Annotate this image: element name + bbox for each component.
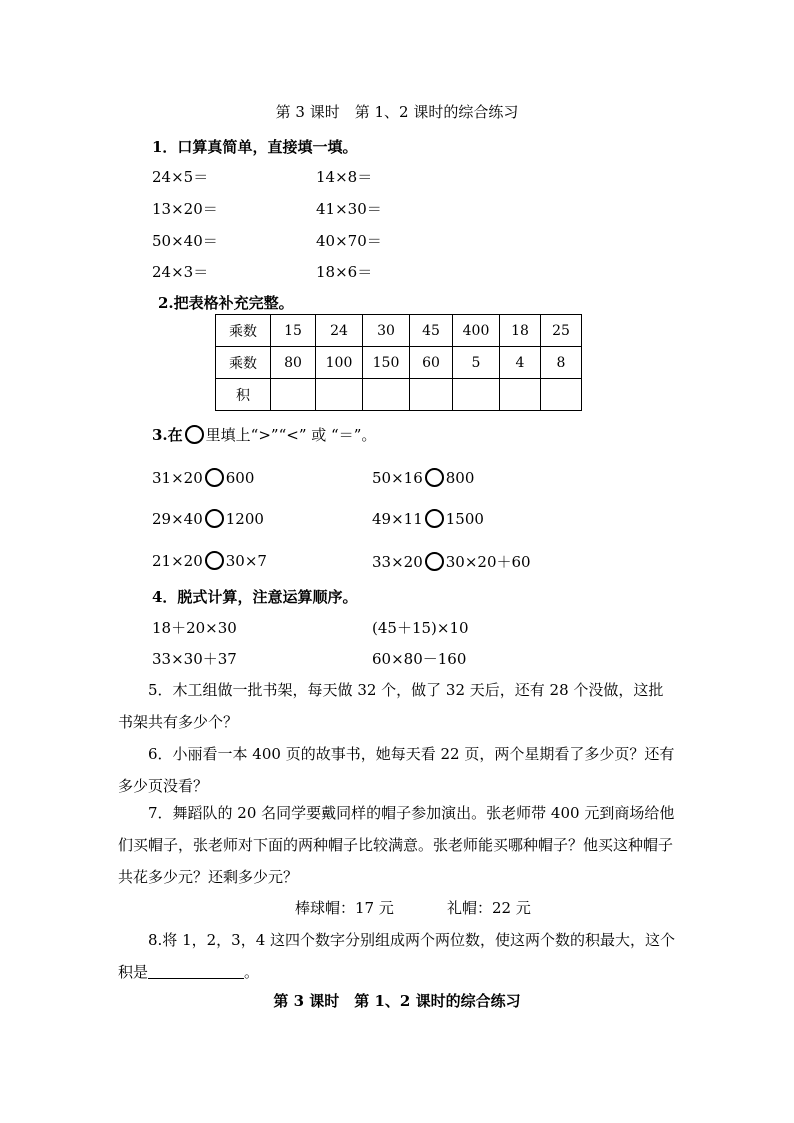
q1-item: 13×20＝ [152,200,218,218]
compare-item: 29×40 1200 [152,510,264,528]
multiplication-table [215,314,582,411]
answer-cell[interactable] [363,379,410,411]
q4-heading: 4．脱式计算，注意运算顺序。 [152,588,358,606]
table-cell: 45 [410,315,453,347]
compare-circle[interactable] [205,551,224,570]
q8-text: 8.将 1，2，3，4 这四个数字分别组成两个两位数，使这两个数的积最大，这个积是 。 [118,931,676,981]
answer-cell[interactable] [271,379,316,411]
compare-item: 21×20 30×7 [152,552,267,570]
q1-item: 50×40＝ [152,232,218,250]
q1-item: 14×8＝ [316,168,373,186]
circle-icon [185,425,204,444]
table-cell: 4 [500,347,541,379]
compare-circle[interactable] [425,468,444,487]
table-cell: 18 [500,315,541,347]
q3-heading [152,424,376,445]
compare-item: 49×11 1500 [372,510,484,528]
compare-item: 33×20 30×20＋60 [372,553,531,571]
compare-item: 50×16 800 [372,469,475,487]
calc-item: (45＋15)×10 [372,619,469,637]
q3-heading-pre: 3.在 [152,426,183,444]
calc-item: 33×30＋37 [152,650,237,668]
q7-text: 7．舞蹈队的 20 名同学要戴同样的帽子参加演出。张老师带 400 元到商场给他们买帽子，张老师对下面的两种帽子比较满意。张老师能买哪种帽子？他买这种帽子共花多少元？还剩多少元？ [118,804,675,886]
table-cell: 15 [271,315,316,347]
calc-item: 18＋20×30 [152,619,237,637]
answer-cell[interactable] [316,379,363,411]
q1-item: 24×5＝ [152,168,209,186]
table-cell: 80 [271,347,316,379]
q6-text: 6．小丽看一本 400 页的故事书，她每天看 22 页，两个星期看了多少页？还有多少页没看？ [118,745,675,795]
table-cell: 乘数 [216,315,271,347]
table-cell: 30 [363,315,410,347]
compare-circle[interactable] [205,509,224,528]
table-cell: 乘数 [216,347,271,379]
answer-cell[interactable] [410,379,453,411]
answer-blank[interactable] [148,964,244,979]
table-cell: 8 [541,347,582,379]
calc-item: 60×80－160 [372,650,467,668]
compare-circle[interactable] [425,509,444,528]
answer-cell[interactable] [541,379,582,411]
answer-cell[interactable] [453,379,500,411]
table-cell: 400 [453,315,500,347]
table-cell: 25 [541,315,582,347]
q5-text: 5．木工组做一批书架，每天做 32 个，做了 32 天后，还有 28 个没做，这批书架共有多少个？ [118,681,664,731]
q2-heading: 2.把表格补充完整。 [158,294,294,312]
page-title: 第 3 课时 第 1、2 课时的综合练习 [275,103,519,121]
table-cell: 积 [216,379,271,411]
q1-item: 18×6＝ [316,263,373,281]
compare-circle[interactable] [425,552,444,571]
answer-cell[interactable] [500,379,541,411]
table-cell: 24 [316,315,363,347]
table-cell: 5 [453,347,500,379]
table-cell: 100 [316,347,363,379]
q3-heading-post: 里填上“>”“<” 或 “＝”。 [205,426,377,444]
footer-title: 第 3 课时 第 1、2 课时的综合练习 [273,992,521,1010]
hat-price-1: 棒球帽：17 元 [295,899,394,917]
hat-price-2: 礼帽：22 元 [447,899,531,917]
q1-item: 40×70＝ [316,232,382,250]
compare-circle[interactable] [205,468,224,487]
q1-item: 24×3＝ [152,263,209,281]
q1-heading: 1．口算真简单，直接填一填。 [152,138,358,156]
compare-item: 31×20 600 [152,469,255,487]
table-cell: 60 [410,347,453,379]
table-cell: 150 [363,347,410,379]
q1-item: 41×30＝ [316,200,382,218]
